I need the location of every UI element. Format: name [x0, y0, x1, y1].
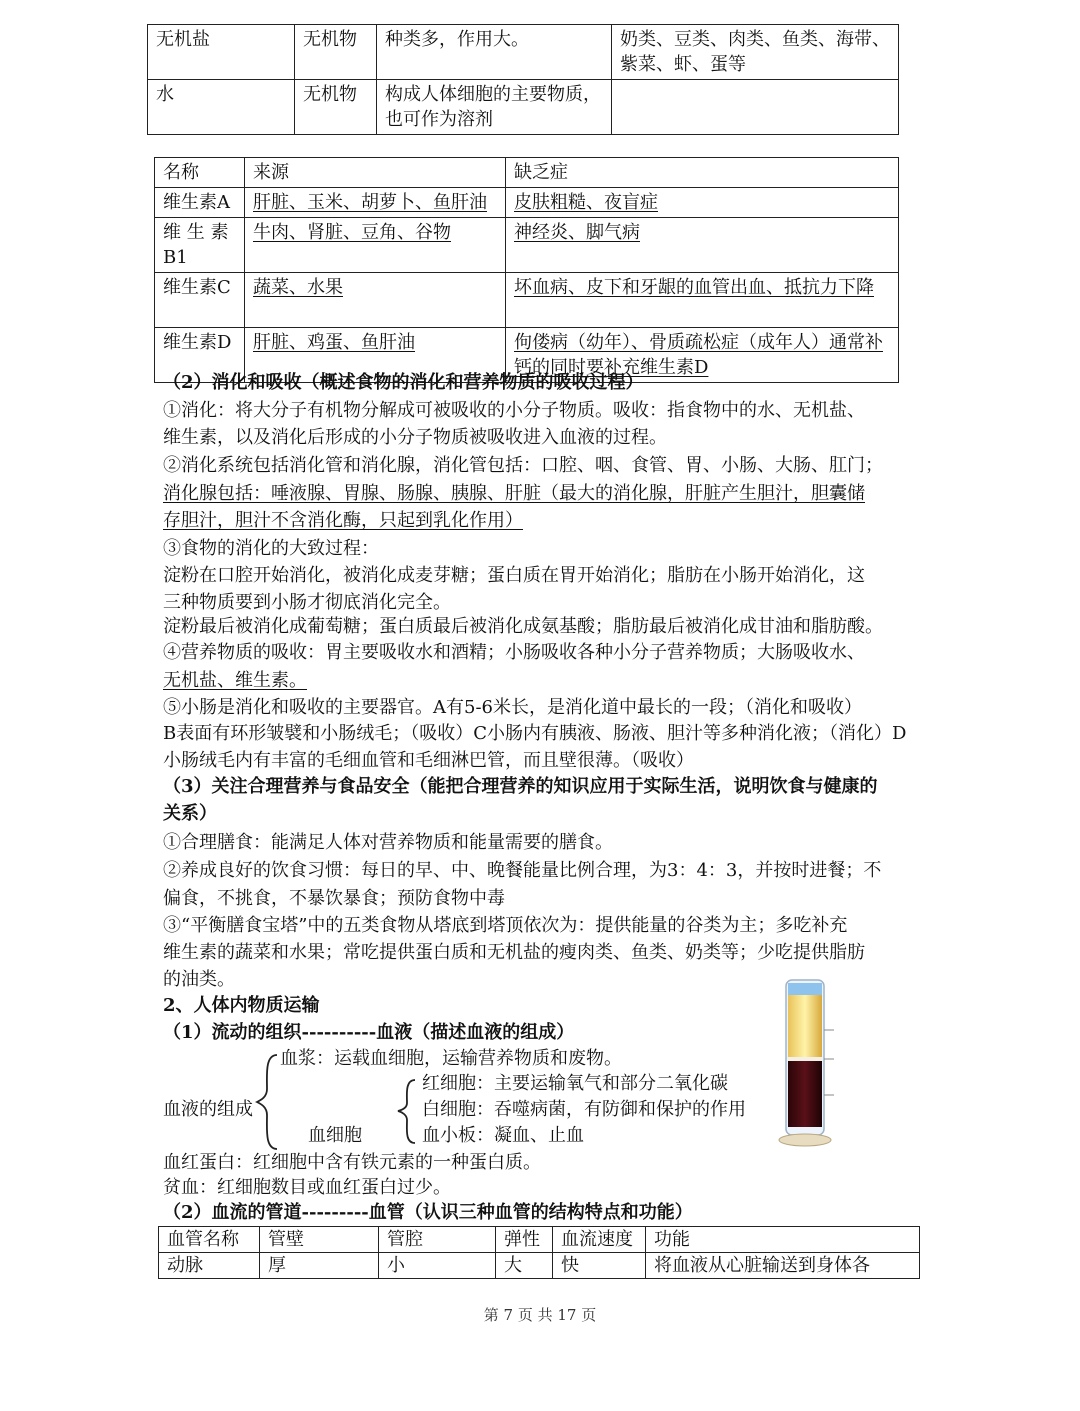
column-header: 血流速度: [553, 1227, 646, 1253]
table-cell: 牛肉、肾脏、豆角、谷物: [245, 218, 506, 273]
table-cell: 维生素D: [155, 328, 245, 383]
paragraph-line: ②消化系统包括消化管和消化腺，消化管包括：口腔、咽、食管、胃、小肠、大肠、肛门；: [163, 455, 883, 476]
paragraph-line: ④营养物质的吸收：胃主要吸收水和酒精；小肠吸收各种小分子营养物质；大肠吸收水、: [163, 642, 865, 663]
table-cell: 蔬菜、水果: [245, 273, 506, 328]
paragraph-line: 淀粉最后被消化成葡萄糖；蛋白质最后被消化成氨基酸；脂肪最后被消化成甘油和脂肪酸。: [163, 616, 883, 637]
section-heading: （3）关注合理营养与食品安全（能把合理营养的知识应用于实际生活，说明饮食与健康的: [163, 776, 878, 797]
table-header-row: [155, 158, 899, 188]
table-cell: 构成人体细胞的主要物质，也可作为溶剂: [377, 80, 612, 135]
table-cell: 奶类、豆类、肉类、鱼类、海带、紫菜、虾、蛋等: [612, 25, 899, 80]
column-header: 功能: [646, 1227, 920, 1253]
table-cell: 佝偻病（幼年）、骨质疏松症（成年人）通常补钙的同时要补充维生素D: [506, 328, 899, 383]
paragraph-line: ①合理膳食：能满足人体对营养物质和能量需要的膳食。: [163, 832, 613, 853]
paragraph-line: 存胆汁，胆汁不含消化酶，只起到乳化作用）: [163, 510, 523, 531]
vitamin-table: [154, 157, 899, 383]
blood-cells-label: 血细胞: [308, 1125, 362, 1146]
table-cell: 厚: [260, 1253, 379, 1279]
blood-test-tube-image: [770, 975, 840, 1153]
white-blood-cell-line: 白细胞：吞噬病菌，有防御和保护的作用: [422, 1099, 746, 1120]
table-cell: 动脉: [159, 1253, 260, 1279]
paragraph-line: ⑤小肠是消化和吸收的主要器官。A有5-6米长，是消化道中最长的一段；（消化和吸收）: [163, 697, 862, 718]
section-heading: （1）流动的组织----------血液（描述血液的组成）: [163, 1022, 575, 1043]
table-cell: 大: [496, 1253, 553, 1279]
table-row: [155, 188, 899, 218]
table-cell: 维生素A: [155, 188, 245, 218]
column-header: 名称: [155, 158, 245, 188]
table-row: [155, 218, 899, 273]
section-heading: （2）血流的管道---------血管（认识三种血管的结构特点和功能）: [163, 1202, 693, 1223]
blood-composition-label: 血液的组成: [163, 1099, 253, 1120]
paragraph-line: 维生素的蔬菜和水果；常吃提供蛋白质和无机盐的瘦肉类、鱼类、奶类等；少吃提供脂肪: [163, 942, 865, 963]
section-heading: 2、人体内物质运输: [163, 995, 320, 1016]
table-row: [159, 1253, 920, 1279]
outer-brace: [257, 1055, 277, 1149]
table-cell: 水: [148, 80, 295, 135]
paragraph-line: ①消化：将大分子有机物分解成可被吸收的小分子物质。吸收：指食物中的水、无机盐、: [163, 400, 865, 421]
table-cell: 维生素C: [155, 273, 245, 328]
table-cell: [612, 80, 899, 135]
column-header: 弹性: [496, 1227, 553, 1253]
column-header: 来源: [245, 158, 506, 188]
table-row: [155, 273, 899, 328]
section-heading: （2）消化和吸收（概述食物的消化和营养物质的吸收过程）: [163, 372, 644, 393]
red-cell-layer: [788, 1061, 822, 1127]
table-cell: 无机盐: [148, 25, 295, 80]
table-cell: 肝脏、鸡蛋、鱼肝油: [245, 328, 506, 383]
inorganic-table: [147, 24, 899, 135]
table-cell: 快: [553, 1253, 646, 1279]
table-cell: 无机物: [295, 80, 377, 135]
paragraph-line: 消化腺包括：唾液腺、胃腺、肠腺、胰腺、肝脏（最大的消化腺，肝脏产生胆汁，胆囊储: [163, 483, 865, 504]
table-header-row: [159, 1227, 920, 1253]
paragraph-line: 小肠绒毛内有丰富的毛细血管和毛细淋巴管，而且壁很薄。（吸收）: [163, 750, 694, 771]
paragraph-line: 维生素，以及消化后形成的小分子物质被吸收进入血液的过程。: [163, 427, 667, 448]
section-heading: 关系）: [163, 803, 217, 824]
table-cell: 无机物: [295, 25, 377, 80]
paragraph-line: 的油类。: [163, 969, 235, 990]
paragraph-line: 无机盐、维生素。: [163, 670, 307, 691]
table-cell: 将血液从心脏输送到身体各: [646, 1253, 920, 1279]
page-footer: 第 7 页 共 17 页: [483, 1306, 597, 1324]
paragraph-line: 偏食，不挑食，不暴饮暴食；预防食物中毒: [163, 888, 505, 909]
brace-diagram: [255, 1045, 435, 1155]
paragraph-line: ③“平衡膳食宝塔”中的五类食物从塔底到塔顶依次为：提供能量的谷类为主；多吃补充: [163, 915, 848, 936]
table-row: [148, 25, 899, 80]
red-blood-cell-line: 红细胞：主要运输氧气和部分二氧化碳: [422, 1073, 728, 1094]
paragraph-line: B表面有环形皱襞和小肠绒毛；（吸收）C小肠内有胰液、肠液、胆汁等多种消化液；（消化）D: [163, 723, 907, 744]
table-cell: 神经炎、脚气病: [506, 218, 899, 273]
tube-top: [788, 983, 822, 995]
column-header: 管腔: [379, 1227, 496, 1253]
table-row: [148, 80, 899, 135]
paragraph-line: ②养成良好的饮食习惯：每日的早、中、晚餐能量比例合理，为3：4：3，并按时进餐；不: [163, 860, 882, 881]
table-cell: 坏血病、皮下和牙龈的血管出血、抵抗力下降: [506, 273, 899, 328]
inner-brace: [398, 1080, 415, 1143]
table-cell: 种类多，作用大。: [377, 25, 612, 80]
table-cell: 皮肤粗糙、夜盲症: [506, 188, 899, 218]
table-cell: 肝脏、玉米、胡萝卜、鱼肝油: [245, 188, 506, 218]
column-header: 管壁: [260, 1227, 379, 1253]
paragraph-line: 贫血：红细胞数目或血红蛋白过少。: [163, 1177, 451, 1198]
buffy-coat-layer: [788, 1057, 822, 1061]
column-header: 缺乏症: [506, 158, 899, 188]
plasma-layer: [788, 995, 822, 1057]
tube-base: [779, 1134, 831, 1146]
blood-vessel-table: [158, 1226, 920, 1279]
platelet-line: 血小板：凝血、止血: [422, 1125, 584, 1146]
paragraph-line: 淀粉在口腔开始消化，被消化成麦芽糖；蛋白质在胃开始消化；脂肪在小肠开始消化，这: [163, 565, 865, 586]
blood-plasma-line: 血浆：运载血细胞，运输营养物质和废物。: [280, 1048, 622, 1069]
paragraph-line: 血红蛋白：红细胞中含有铁元素的一种蛋白质。: [163, 1152, 541, 1173]
column-header: 血管名称: [159, 1227, 260, 1253]
paragraph-line: 三种物质要到小肠才彻底消化完全。: [163, 592, 451, 613]
paragraph-line: ③食物的消化的大致过程：: [163, 538, 379, 559]
table-cell: 维 生 素 B1: [155, 218, 245, 273]
table-cell: 小: [379, 1253, 496, 1279]
